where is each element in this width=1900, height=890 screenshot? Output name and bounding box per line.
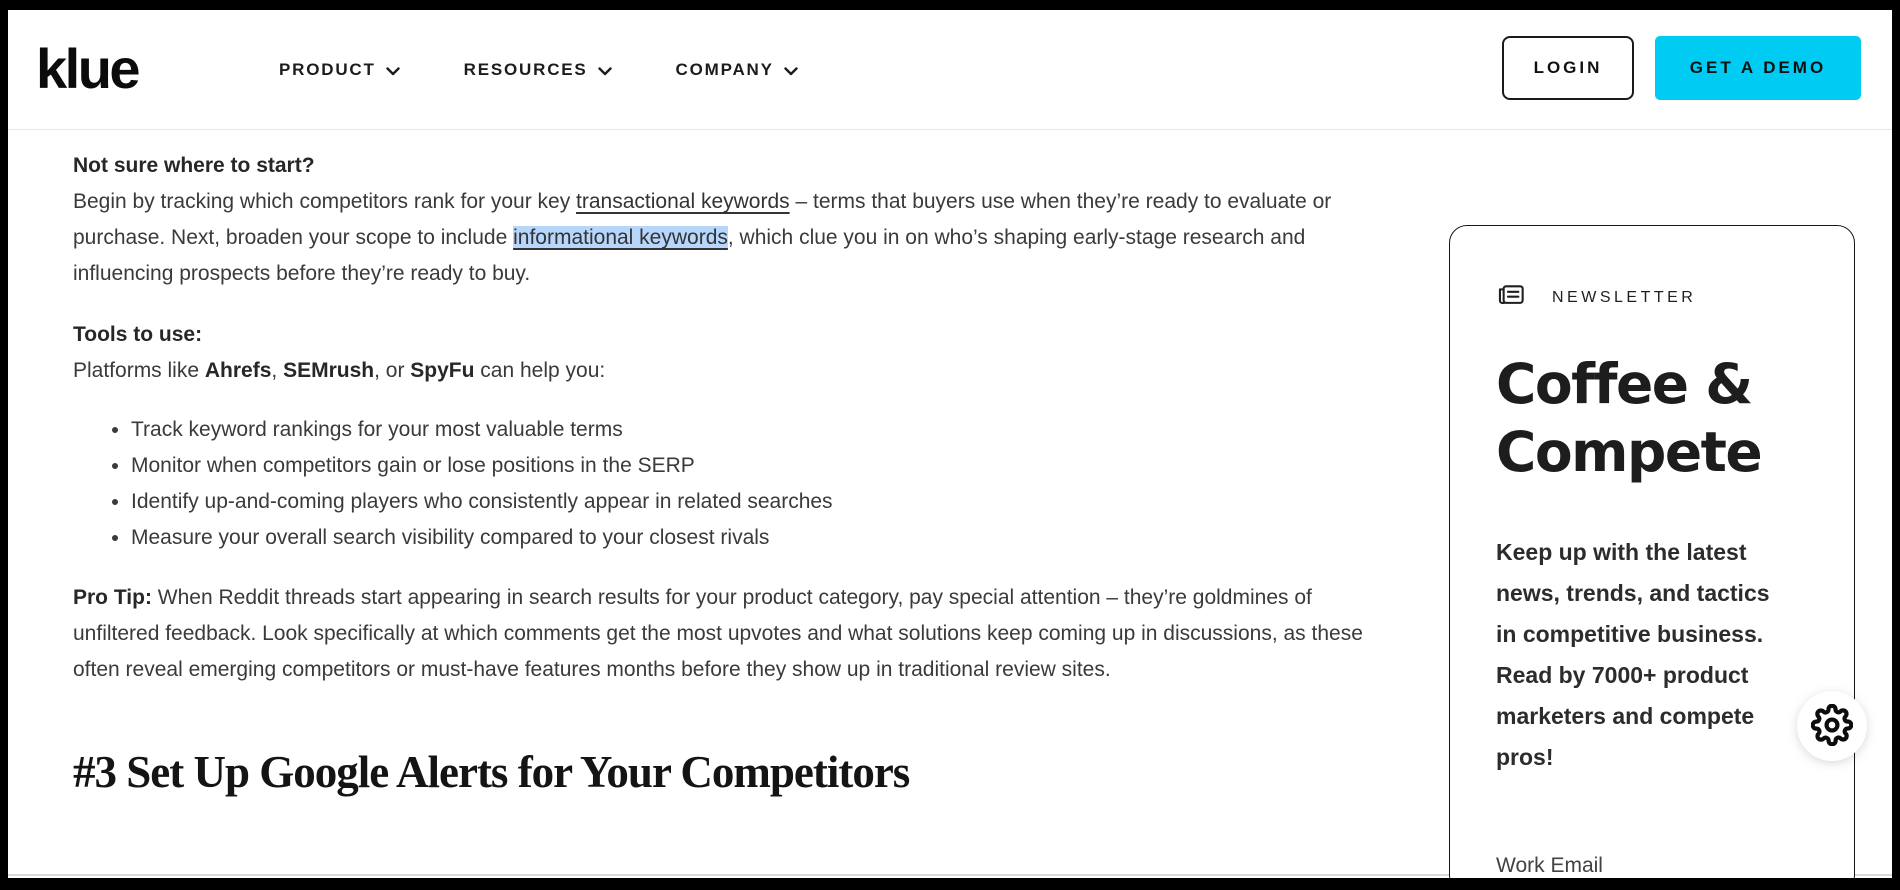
login-button[interactable]: LOGIN: [1502, 36, 1634, 100]
tool-name-semrush: SEMrush: [283, 359, 375, 382]
nav-item-company[interactable]: [676, 59, 798, 81]
list-item: • Track keyword rankings for your most valuable terms: [131, 412, 1363, 448]
nav-company-label: COMPANY: [675, 60, 774, 79]
paragraph-tools: [73, 317, 1363, 389]
tools-heading: Tools to use:: [73, 323, 203, 346]
paragraph-text: , or: [374, 359, 411, 382]
nav-item-resources[interactable]: [464, 59, 612, 81]
tool-name-spyfu: SpyFu: [410, 359, 475, 382]
settings-gear-button[interactable]: [1797, 691, 1867, 761]
main-nav: [279, 10, 798, 130]
paragraph-text: ,: [271, 359, 284, 382]
chevron-down-icon: [784, 61, 798, 81]
webpage: [8, 10, 1892, 878]
newsletter-label: NEWSLETTER: [1552, 289, 1697, 306]
newsletter-description-line: Read by 7000+ product: [1496, 662, 1749, 688]
tool-name-ahrefs: Ahrefs: [204, 359, 272, 382]
paragraph-text: When Reddit threads start appearing in search results for your product category, pay special attention – they’re goldmines of unfiltered feedback. Look specifically at which comments get the most upvotes and what solutions keep coming up in discussions, as these often reveal emerging competitors or must-have features months before they show up in traditional review sites.: [73, 586, 1363, 681]
newsletter-card: [1449, 225, 1855, 878]
paragraph-text: Begin by tracking which competitors rank for your key: [73, 190, 577, 213]
newsletter-title-line: Coffee &: [1496, 352, 1752, 416]
klue-logo[interactable]: klue: [36, 37, 139, 100]
protip-label: Pro Tip:: [73, 586, 152, 609]
newsletter-description-line: news, trends, and tactics: [1496, 580, 1770, 606]
newspaper-icon: [1496, 282, 1526, 314]
list-item: • Measure your overall search visibility compared to your closest rivals: [131, 520, 1363, 556]
paragraph-protip: [73, 580, 1363, 688]
paragraph-text: Platforms like: [73, 359, 205, 382]
newsletter-title-line: Compete: [1496, 420, 1762, 484]
newsletter-description-line: marketers and compete: [1496, 703, 1755, 729]
site-header: [8, 10, 1892, 130]
list-item: • Monitor when competitors gain or lose positions in the SERP: [131, 448, 1363, 484]
nav-resources-label: RESOURCES: [463, 60, 588, 79]
newsletter-description-line: Keep up with the latest: [1496, 539, 1747, 565]
gear-icon: [1811, 704, 1853, 749]
intro-bold-line: Not sure where to start?: [73, 154, 315, 177]
newsletter-title: [1496, 350, 1808, 486]
newsletter-description-line: pros!: [1496, 744, 1554, 770]
paragraph-text: can help you:: [474, 359, 606, 382]
newsletter-description: [1496, 532, 1808, 778]
chevron-down-icon: [386, 61, 400, 81]
get-a-demo-button[interactable]: GET A DEMO: [1655, 36, 1861, 100]
nav-product-label: PRODUCT: [279, 60, 376, 79]
paragraph-text: , which clue you in on who’s shaping early-stage research and influencing prospects before they’re ready to buy.: [73, 226, 1306, 285]
chevron-down-icon: [598, 61, 612, 81]
transactional-keywords-link[interactable]: transactional keywords: [576, 190, 790, 213]
informational-keywords-link[interactable]: informational keywords: [513, 226, 728, 249]
newsletter-header-row: [1496, 282, 1808, 314]
paragraph-intro: [73, 148, 1363, 292]
section-heading: #3 Set Up Google Alerts for Your Competitors: [73, 747, 910, 797]
article-body: [73, 148, 1363, 800]
paragraph-text: – terms that buyers use when they’re ready to evaluate or purchase. Next, broaden your scope to include: [73, 190, 1332, 249]
work-email-label: Work Email: [1496, 854, 1603, 877]
nav-item-product[interactable]: [279, 59, 400, 81]
list-item: • Identify up-and-coming players who consistently appear in related searches: [131, 484, 1363, 520]
newsletter-description-line: in competitive business.: [1496, 621, 1764, 647]
capability-list: [73, 412, 1363, 556]
